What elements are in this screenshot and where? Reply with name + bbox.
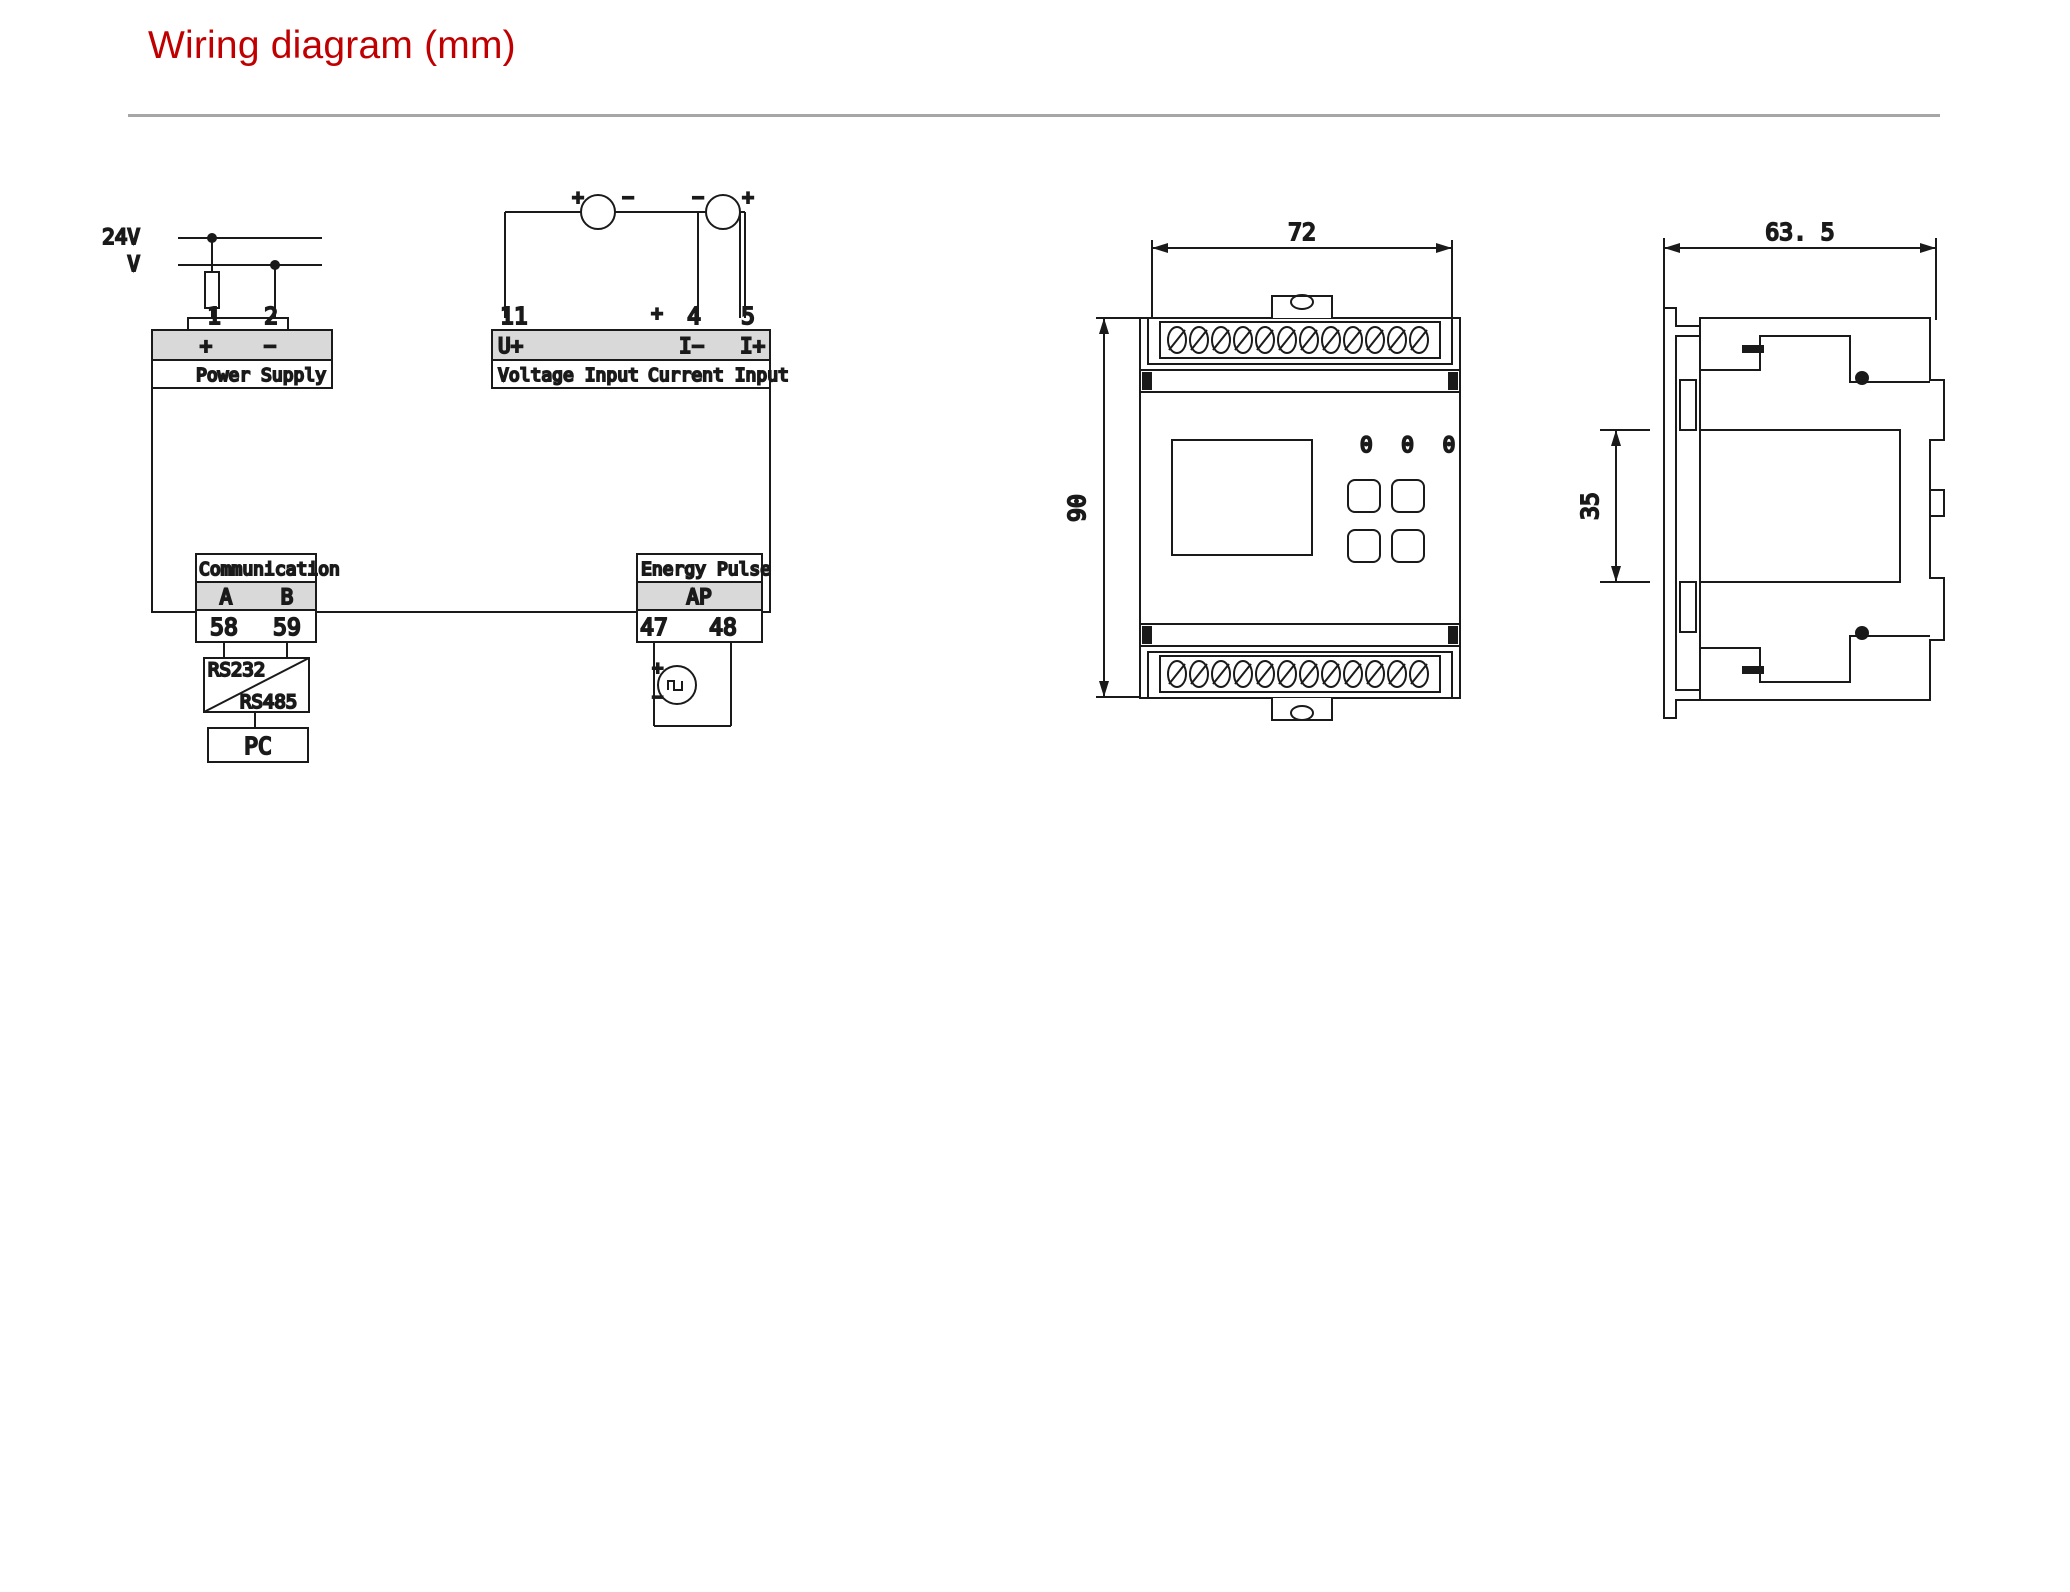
fuse-symbol <box>205 272 219 308</box>
side-latch-mid <box>1930 490 1944 516</box>
communication-label-a: A <box>219 585 233 609</box>
front-bottom-mounting-tab <box>1272 698 1332 720</box>
side-tab-lower <box>1680 582 1696 632</box>
current-source-symbol <box>706 195 740 229</box>
side-width-arrow-left <box>1664 243 1680 253</box>
side-vent-bottom <box>1742 666 1764 674</box>
pulse-output-symbol <box>658 666 696 704</box>
voltage-terminal-11: 11 <box>500 304 528 330</box>
front-button-1[interactable] <box>1348 480 1380 512</box>
front-width-arrow-right <box>1436 243 1452 253</box>
power-polarity-bar <box>152 330 332 360</box>
voltage-source-minus: − <box>622 185 635 209</box>
voltage-input-label: U+ <box>498 334 524 358</box>
front-button-2[interactable] <box>1392 480 1424 512</box>
communication-terminal-59: 59 <box>273 615 301 641</box>
front-height-arrow-top <box>1099 318 1109 334</box>
power-polarity-minus: − <box>263 334 277 358</box>
front-clip-right-top <box>1448 372 1458 390</box>
rs232-label: RS232 <box>208 659 266 681</box>
current-source-minus: − <box>692 185 705 209</box>
front-clip-left-top <box>1142 372 1152 390</box>
front-view-drawing <box>1065 220 1463 720</box>
front-height-arrow-bottom <box>1099 681 1109 697</box>
side-rail-arrow-top <box>1611 430 1621 446</box>
current-terminal-4: 4 <box>687 304 701 330</box>
front-top-mounting-tab <box>1272 296 1332 318</box>
side-view-drawing <box>1578 220 1944 718</box>
front-width-value: 72 <box>1288 220 1316 246</box>
power-terminal-2: 2 <box>264 304 278 330</box>
side-width-arrow-right <box>1920 243 1936 253</box>
front-clip-left-bottom <box>1142 626 1152 644</box>
current-source-plus: + <box>742 185 755 209</box>
side-rail-arrow-bottom <box>1611 566 1621 582</box>
front-width-arrow-left <box>1152 243 1168 253</box>
supply-label-24v: 24V <box>102 225 140 249</box>
power-terminal-1: 1 <box>207 304 221 330</box>
front-clip-right-bottom <box>1448 626 1458 644</box>
input-label-bar <box>492 330 770 360</box>
pulse-plus: + <box>652 657 664 679</box>
communication-label-bar <box>196 582 316 610</box>
power-supply-caption: Power Supply <box>196 365 327 386</box>
pc-label: PC <box>244 734 272 760</box>
current-input-label-minus: I− <box>679 334 705 358</box>
voltage-source-plus: + <box>572 185 585 209</box>
current-input-label-plus: I+ <box>740 334 766 358</box>
wiring-schematic <box>102 185 789 762</box>
current-input-caption: Current Input <box>648 365 789 386</box>
side-width-value: 63. 5 <box>1765 220 1835 246</box>
page-title: Wiring diagram (mm) <box>148 24 516 67</box>
side-vent-top <box>1742 345 1764 353</box>
energy-pulse-label-ap: AP <box>686 585 712 609</box>
side-rail-height-value: 35 <box>1578 492 1604 520</box>
side-rail-slot <box>1700 430 1900 582</box>
front-button-4[interactable] <box>1392 530 1424 562</box>
supply-label-v: V <box>127 252 140 276</box>
current-mid-plus: + <box>651 301 664 325</box>
pulse-minus: − <box>652 686 664 708</box>
communication-terminal-58: 58 <box>210 615 238 641</box>
side-tab-upper <box>1680 380 1696 430</box>
current-terminal-5: 5 <box>741 304 755 330</box>
voltage-input-caption: Voltage Input <box>498 365 639 386</box>
lcd-display <box>1172 440 1312 555</box>
energy-pulse-caption: Energy Pulse <box>641 559 772 580</box>
power-polarity-plus: + <box>199 334 213 358</box>
voltage-source-symbol <box>581 195 615 229</box>
energy-pulse-terminal-47: 47 <box>640 615 668 641</box>
indicator-digits: 0 0 0 <box>1360 433 1464 457</box>
front-height-value: 90 <box>1065 494 1091 522</box>
front-button-3[interactable] <box>1348 530 1380 562</box>
communication-caption: Communication <box>199 559 340 580</box>
input-terminal-numbers-area <box>492 318 770 330</box>
energy-pulse-terminal-48: 48 <box>709 615 737 641</box>
communication-label-b: B <box>280 585 294 609</box>
side-screw-bottom <box>1855 626 1869 640</box>
rs485-label: RS485 <box>240 691 298 713</box>
side-left-bracket <box>1664 308 1700 718</box>
side-screw-top <box>1855 371 1869 385</box>
